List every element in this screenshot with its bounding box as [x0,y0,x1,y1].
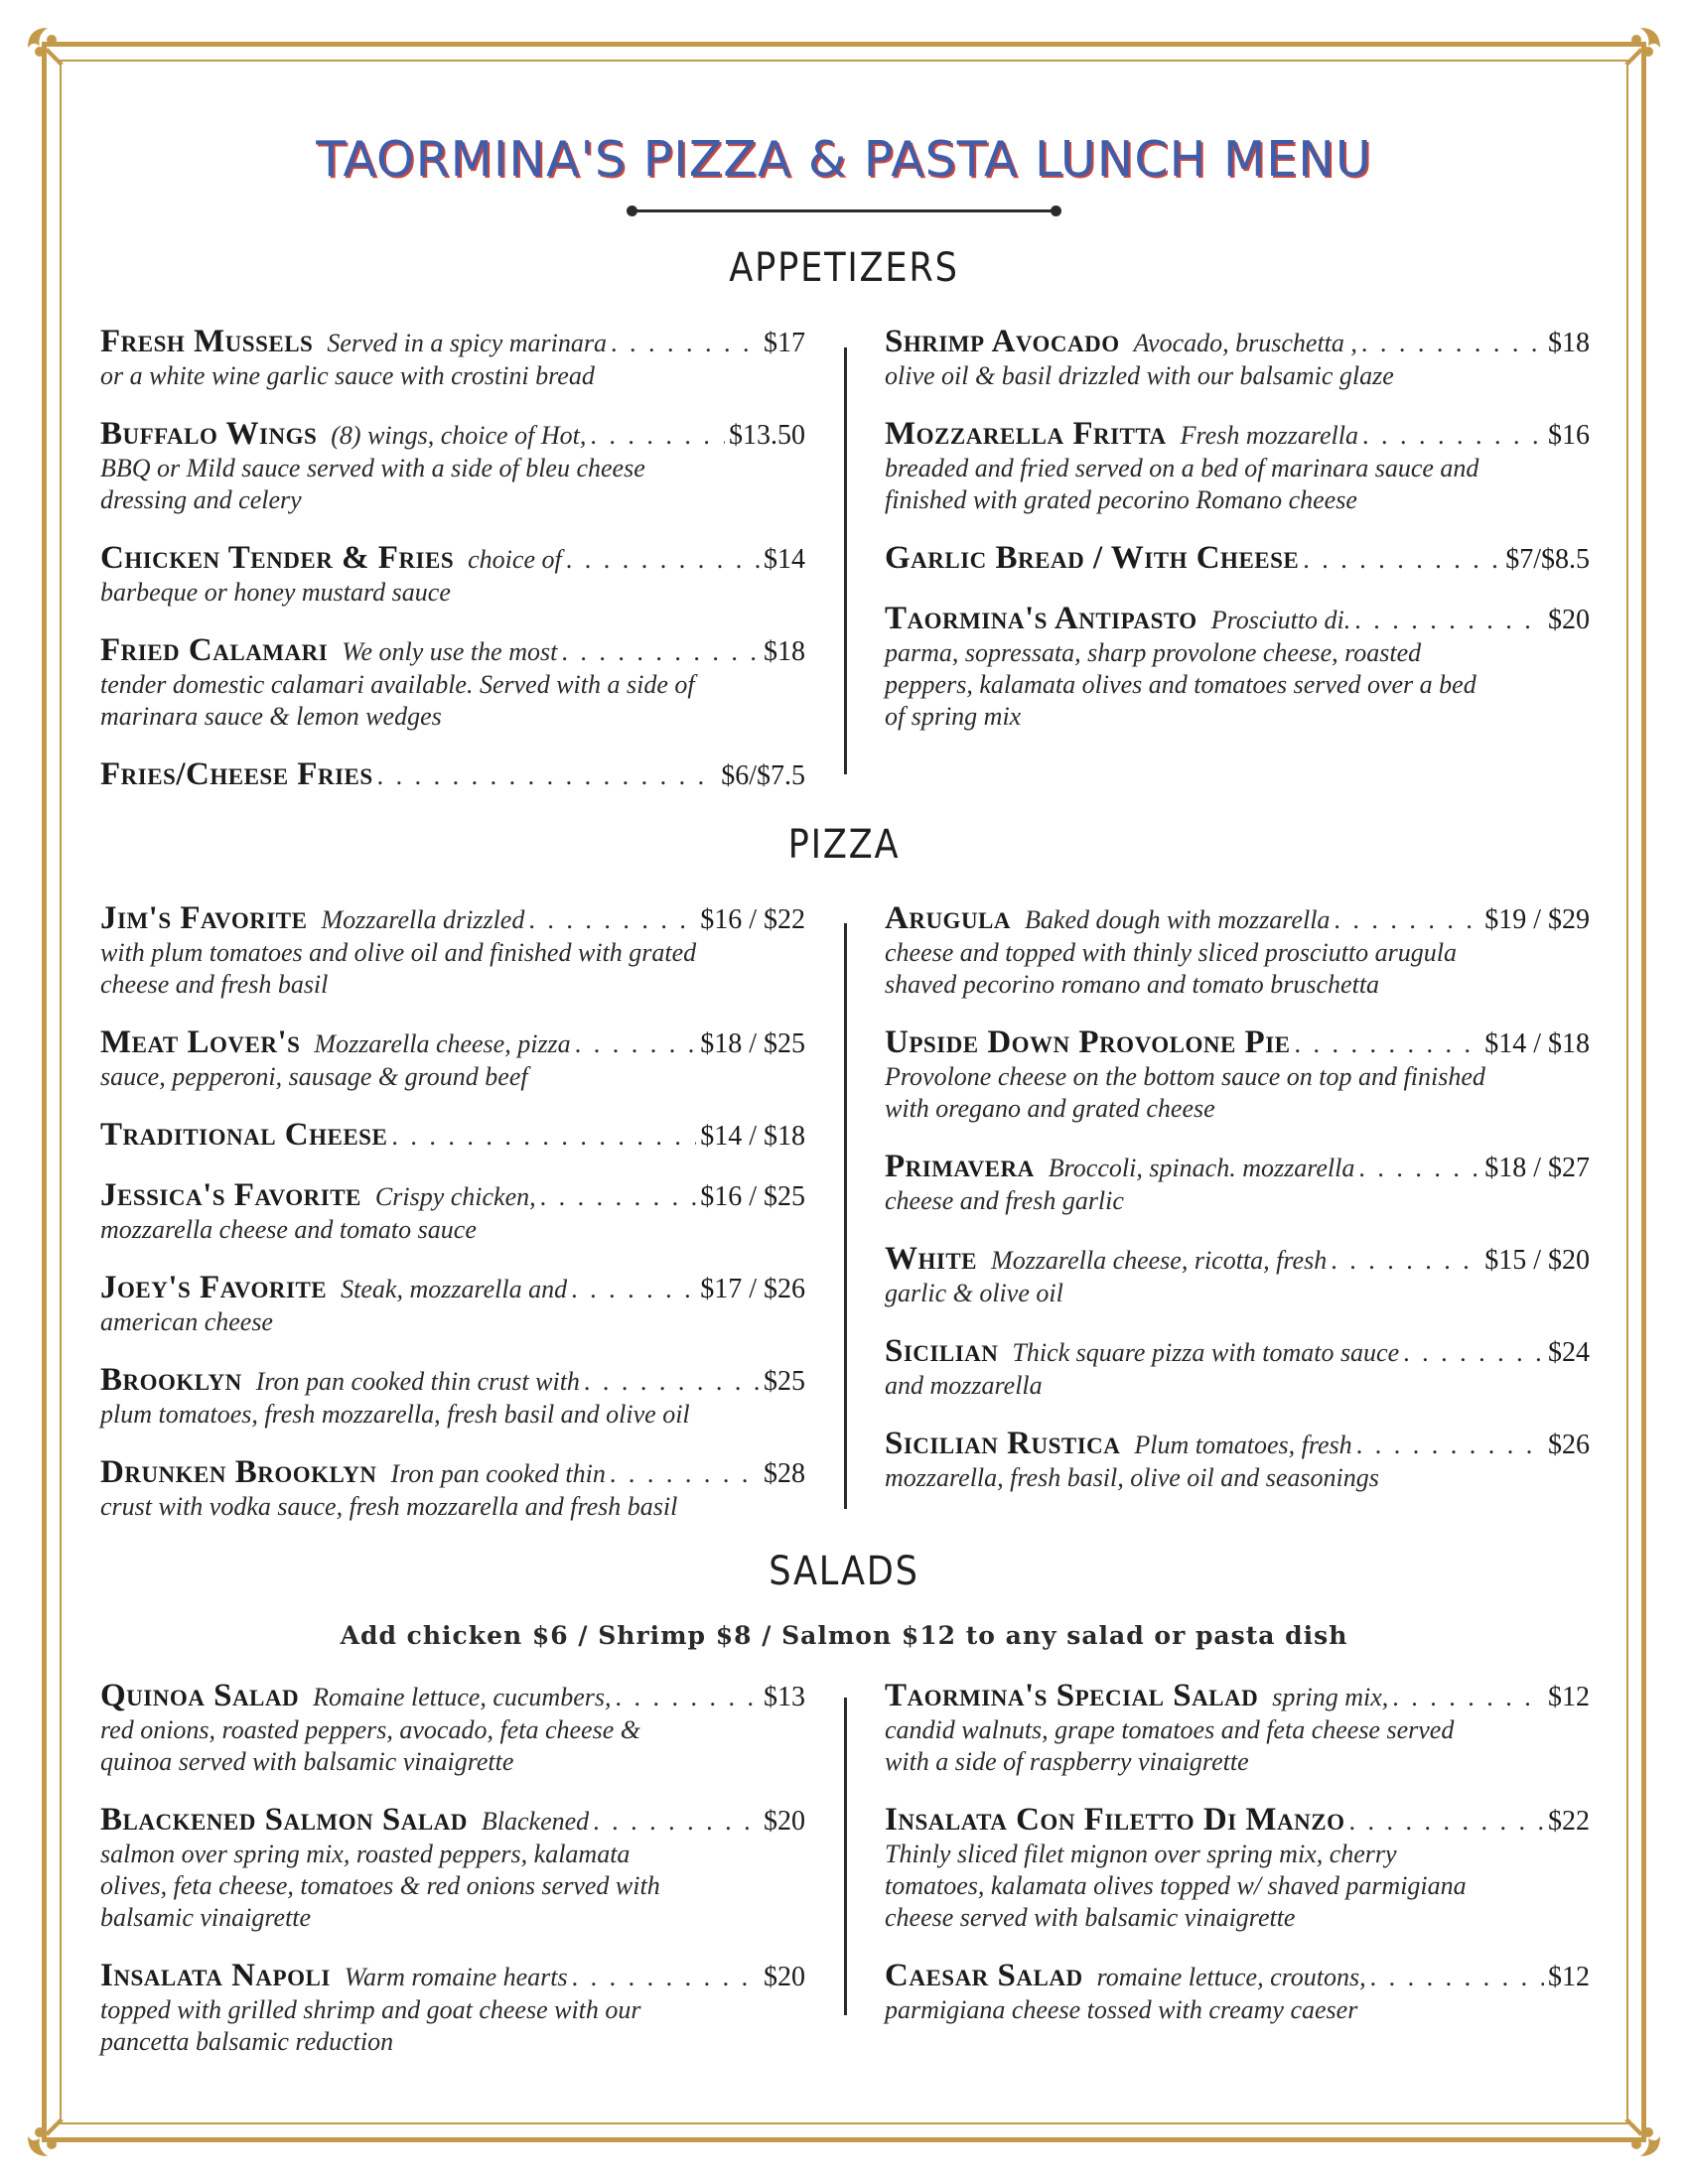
menu-item-header [885,601,1590,637]
menu-item-header [885,1678,1590,1714]
menu-item [100,540,805,609]
menu-item-name: White [885,1241,978,1277]
menu-item-header [100,1958,805,1994]
menu-item-price: $14 / $18 [700,1121,805,1152]
menu-item-name: Insalata Con Filetto Di Manzo [885,1802,1345,1838]
dot-leader [593,1807,760,1837]
menu-item-price: $28 [764,1458,805,1489]
menu-item-price: $19 / $29 [1484,904,1590,935]
dot-leader [1370,1963,1544,1992]
menu-item-description: Prosciutto di. [1210,606,1351,634]
corner-ornament-icon [1611,18,1670,77]
menu-item-description: Served in a spicy marinara [327,329,607,357]
menu-item-header [100,1362,805,1399]
appetizers-right-column [885,324,1590,733]
menu-item-header [885,1241,1590,1278]
menu-item-price: $6/$7.5 [721,760,805,791]
menu-item [100,1362,805,1431]
menu-item-price: $13.50 [729,420,805,451]
menu-item-header [100,1117,805,1154]
dot-leader [540,1182,697,1212]
menu-item-name: Fries/Cheese Fries [100,756,373,792]
menu-item-price: $24 [1548,1337,1590,1368]
menu-item-description: (8) wings, choice of Hot, [331,421,587,450]
menu-item-description-continued: crust with vodka sauce, fresh mozzarella and fresh basil [100,1492,678,1521]
menu-item-header [100,1678,805,1714]
menu-item [100,1177,805,1246]
menu-item-name: Meat Lover's [100,1024,301,1060]
dot-leader [572,1963,760,1992]
menu-item [885,1678,1590,1778]
menu-item-name: Quinoa Salad [100,1678,300,1713]
menu-item [885,1426,1590,1494]
salads-right-column [885,1678,1590,2026]
menu-item [100,900,805,1001]
menu-item-description-continued: red onions, roasted peppers, avocado, feta cheese & quinoa served with balsamic vinaigrette [100,1715,640,1776]
menu-item-description-continued: Provolone cheese on the bottom sauce on top and finished with oregano and grated cheese [885,1062,1485,1123]
section-heading-salads: SALADS [769,1549,919,1594]
menu-item-price: $14 [764,544,805,575]
column-divider [844,923,847,1509]
menu-item-price: $16 [1548,420,1590,451]
menu-item-description-continued: candid walnuts, grape tomatoes and feta cheese served with a side of raspberry vinaigrette [885,1715,1455,1776]
menu-item [885,416,1590,516]
menu-item-description: Iron pan cooked thin [390,1459,606,1488]
menu-item-name: Insalata Napoli [100,1958,331,1993]
menu-item-description: Mozzarella cheese, ricotta, fresh [991,1246,1328,1275]
corner-ornament-icon [1611,2107,1670,2166]
menu-item [100,1454,805,1523]
menu-item-description-continued: tender domestic calamari available. Served with a side of marinara sauce & lemon wedges [100,670,695,731]
menu-item [885,324,1590,392]
menu-item-header [100,324,805,360]
menu-item-header [885,900,1590,937]
menu-item [100,1958,805,2058]
menu-item-name: Arugula [885,900,1012,936]
menu-item-description: choice of [468,545,562,574]
menu-item [100,1802,805,1934]
menu-item-name: Shrimp Avocado [885,324,1120,359]
menu-item-price: $18 / $27 [1484,1153,1590,1183]
dot-leader [1349,1807,1545,1837]
menu-item-description-continued: cheese and topped with thinly sliced prosciutto arugula shaved pecorino romano and tomato bruschetta [885,938,1458,999]
menu-item-description: Mozzarella drizzled [321,905,525,934]
menu-item-name: Joey's Favorite [100,1270,328,1305]
appetizers-left-column [100,324,805,793]
menu-item-name: Fresh Mussels [100,324,314,359]
menu-item [100,1270,805,1338]
menu-item-price: $18 [1548,328,1590,358]
dot-leader [615,1683,760,1712]
menu-item-header [885,1333,1590,1370]
menu-item-header [885,1024,1590,1061]
menu-item-header [100,900,805,937]
menu-item-description: Crispy chicken, [374,1182,536,1211]
menu-item-price: $16 / $22 [700,904,805,935]
menu-item-name: Traditional Cheese [100,1117,388,1153]
menu-item-description: Avocado, bruschetta , [1133,329,1357,357]
menu-item-name: Garlic Bread / With Cheese [885,540,1300,576]
menu-item-price: $26 [1548,1430,1590,1460]
menu-item-price: $20 [1548,605,1590,635]
menu-item [885,1802,1590,1934]
menu-item-description-continued: mozzarella, fresh basil, olive oil and seasonings [885,1463,1379,1492]
menu-item-name: Jessica's Favorite [100,1177,361,1213]
dot-leader [575,1029,697,1059]
dot-leader [1354,606,1544,635]
menu-item-price: $20 [764,1962,805,1992]
dot-leader [566,545,760,575]
dot-leader [1392,1683,1544,1712]
menu-item [885,1333,1590,1402]
menu-item-price: $14 / $18 [1484,1028,1590,1059]
menu-item-price: $12 [1548,1962,1590,1992]
menu-item [100,1117,805,1154]
dot-leader [1356,1431,1544,1460]
menu-item-header [100,632,805,669]
menu-item-header [885,1802,1590,1839]
menu-item-name: Primavera [885,1149,1035,1184]
menu-item-price: $18 / $25 [700,1028,805,1059]
menu-item-description-continued: plum tomatoes, fresh mozzarella, fresh basil and olive oil [100,1400,690,1429]
menu-item-description-continued: with plum tomatoes and olive oil and finished with grated cheese and fresh basil [100,938,697,999]
menu-item-description: spring mix, [1272,1683,1389,1711]
menu-item [885,540,1590,577]
menu-item [885,1958,1590,2026]
menu-item-description-continued: barbeque or honey mustard sauce [100,578,451,607]
menu-item-description: Thick square pizza with tomato sauce [1012,1338,1400,1367]
dot-leader [1334,905,1480,935]
menu-item-header [885,1149,1590,1185]
dot-leader [561,637,760,667]
menu-item-name: Brooklyn [100,1362,242,1398]
menu-item-header [885,540,1590,577]
column-divider [844,1698,847,2015]
salads-add-protein-note: Add chicken $6 / Shrimp $8 / Salmon $12 to any salad or pasta dish [340,1621,1348,1650]
menu-item-description: Iron pan cooked thin crust with [255,1367,580,1396]
menu-item-header [885,1426,1590,1462]
menu-item-description-continued: breaded and fried served on a bed of marinara sauce and finished with grated pecorino Romano cheese [885,454,1479,514]
menu-item [885,900,1590,1001]
dot-leader [611,329,760,358]
title-divider [632,209,1056,212]
dot-leader [584,1367,760,1397]
menu-item-header [885,324,1590,360]
salads-left-column [100,1678,805,2058]
menu-item [885,1241,1590,1309]
menu-item-description: Mozzarella cheese, pizza [314,1029,571,1058]
menu-item [100,324,805,392]
menu-item [100,1024,805,1093]
menu-item-header [100,540,805,577]
menu-title: TAORMINA'S PIZZA & PASTA LUNCH MENU [316,131,1372,188]
corner-ornament-icon [18,18,77,77]
menu-item-header [885,1958,1590,1994]
menu-item-name: Upside Down Provolone Pie [885,1024,1291,1060]
menu-item-description-continued: salmon over spring mix, roasted peppers, kalamata olives, feta cheese, tomatoes & red onions served with balsamic vinaigrette [100,1840,660,1932]
menu-item-description-continued: Thinly sliced filet mignon over spring mix, cherry tomatoes, kalamata olives topped w/ shaved parmigiana cheese served with balsamic vinaigrette [885,1840,1467,1932]
menu-item-name: Mozzarella Fritta [885,416,1167,452]
menu-item-description-continued: sauce, pepperoni, sausage & ground beef [100,1062,528,1091]
dot-leader [528,905,696,935]
dot-leader [590,421,725,451]
dot-leader [1403,1338,1544,1368]
menu-item-name: Taormina's Special Salad [885,1678,1259,1713]
menu-item-description-continued: american cheese [100,1307,273,1336]
menu-item-name: Drunken Brooklyn [100,1454,377,1490]
dot-leader [1294,1029,1480,1059]
menu-item-header [100,416,805,453]
dot-leader [571,1275,696,1304]
menu-item-name: Jim's Favorite [100,900,308,936]
menu-item-description: Broccoli, spinach. mozzarella [1048,1154,1355,1182]
section-heading-pizza: PIZZA [787,822,901,868]
menu-item-price: $7/$8.5 [1505,544,1590,575]
menu-item-description-continued: or a white wine garlic sauce with crostini bread [100,361,595,390]
menu-item-header [100,1270,805,1306]
dot-leader [1303,545,1501,575]
menu-item-description-continued: and mozzarella [885,1371,1043,1400]
menu-item-description: Plum tomatoes, fresh [1134,1431,1352,1459]
menu-item-name: Sicilian Rustica [885,1426,1121,1461]
menu-item-name: Buffalo Wings [100,416,318,452]
menu-item-price: $12 [1548,1682,1590,1712]
menu-item-price: $20 [764,1806,805,1837]
menu-item-description-continued: parmigiana cheese tossed with creamy caeser [885,1995,1358,2024]
dot-leader [610,1459,760,1489]
menu-item-price: $17 / $26 [700,1274,805,1304]
menu-item [885,601,1590,733]
menu-item-name: Sicilian [885,1333,999,1369]
menu-item [885,1149,1590,1217]
menu-item-price: $16 / $25 [700,1181,805,1212]
menu-item-description: Romaine lettuce, cucumbers, [313,1683,612,1711]
menu-item-description-continued: mozzarella cheese and tomato sauce [100,1215,477,1244]
menu-item-price: $15 / $20 [1484,1245,1590,1276]
menu-item-description-continued: cheese and fresh garlic [885,1186,1124,1215]
menu-item-header [100,1177,805,1214]
menu-item-description: Steak, mozzarella and [341,1275,568,1303]
menu-item-name: Blackened Salmon Salad [100,1802,468,1838]
pizza-left-column [100,900,805,1523]
menu-item [100,416,805,516]
menu-item-description-continued: garlic & olive oil [885,1279,1063,1307]
menu-item-description-continued: BBQ or Mild sauce served with a side of bleu cheese dressing and celery [100,454,645,514]
menu-item-price: $13 [764,1682,805,1712]
column-divider [844,347,847,774]
menu-item-description-continued: topped with grilled shrimp and goat cheese with our pancetta balsamic reduction [100,1995,641,2056]
dot-leader [391,1122,696,1152]
menu-item-description: We only use the most [342,637,558,666]
menu-item-description: romaine lettuce, croutons, [1096,1963,1366,1991]
menu-item-description: Warm romaine hearts [344,1963,568,1991]
dot-leader [1362,421,1544,451]
section-heading-appetizers: APPETIZERS [729,245,959,291]
menu-item-description: Fresh mozzarella [1180,421,1358,450]
menu-item-header [100,1024,805,1061]
corner-ornament-icon [18,2107,77,2166]
menu-item-price: $25 [764,1366,805,1397]
menu-item-name: Fried Calamari [100,632,329,668]
menu-item-price: $18 [764,636,805,667]
menu-item-header [885,416,1590,453]
menu-item [885,1024,1590,1125]
menu-item-name: Chicken Tender & Fries [100,540,455,576]
menu-item-description: Baked dough with mozzarella [1025,905,1331,934]
pizza-right-column [885,900,1590,1494]
menu-item [100,756,805,793]
dot-leader [1358,1154,1480,1183]
menu-item-header [100,1802,805,1839]
menu-item-header [100,756,805,793]
menu-item [100,632,805,733]
menu-item-description-continued: parma, sopressata, sharp provolone cheese, roasted peppers, kalamata olives and tomatoes served over a bed of spring mix [885,638,1477,731]
dot-leader [1331,1246,1480,1276]
menu-item-description-continued: olive oil & basil drizzled with our balsamic glaze [885,361,1394,390]
menu-item [100,1678,805,1778]
menu-item-price: $22 [1548,1806,1590,1837]
menu-item-name: Taormina's Antipasto [885,601,1197,636]
menu-item-description: Blackened [481,1807,590,1836]
menu-item-name: Caesar Salad [885,1958,1083,1993]
menu-item-price: $17 [764,328,805,358]
dot-leader [1361,329,1544,358]
dot-leader [377,761,718,791]
menu-item-header [100,1454,805,1491]
